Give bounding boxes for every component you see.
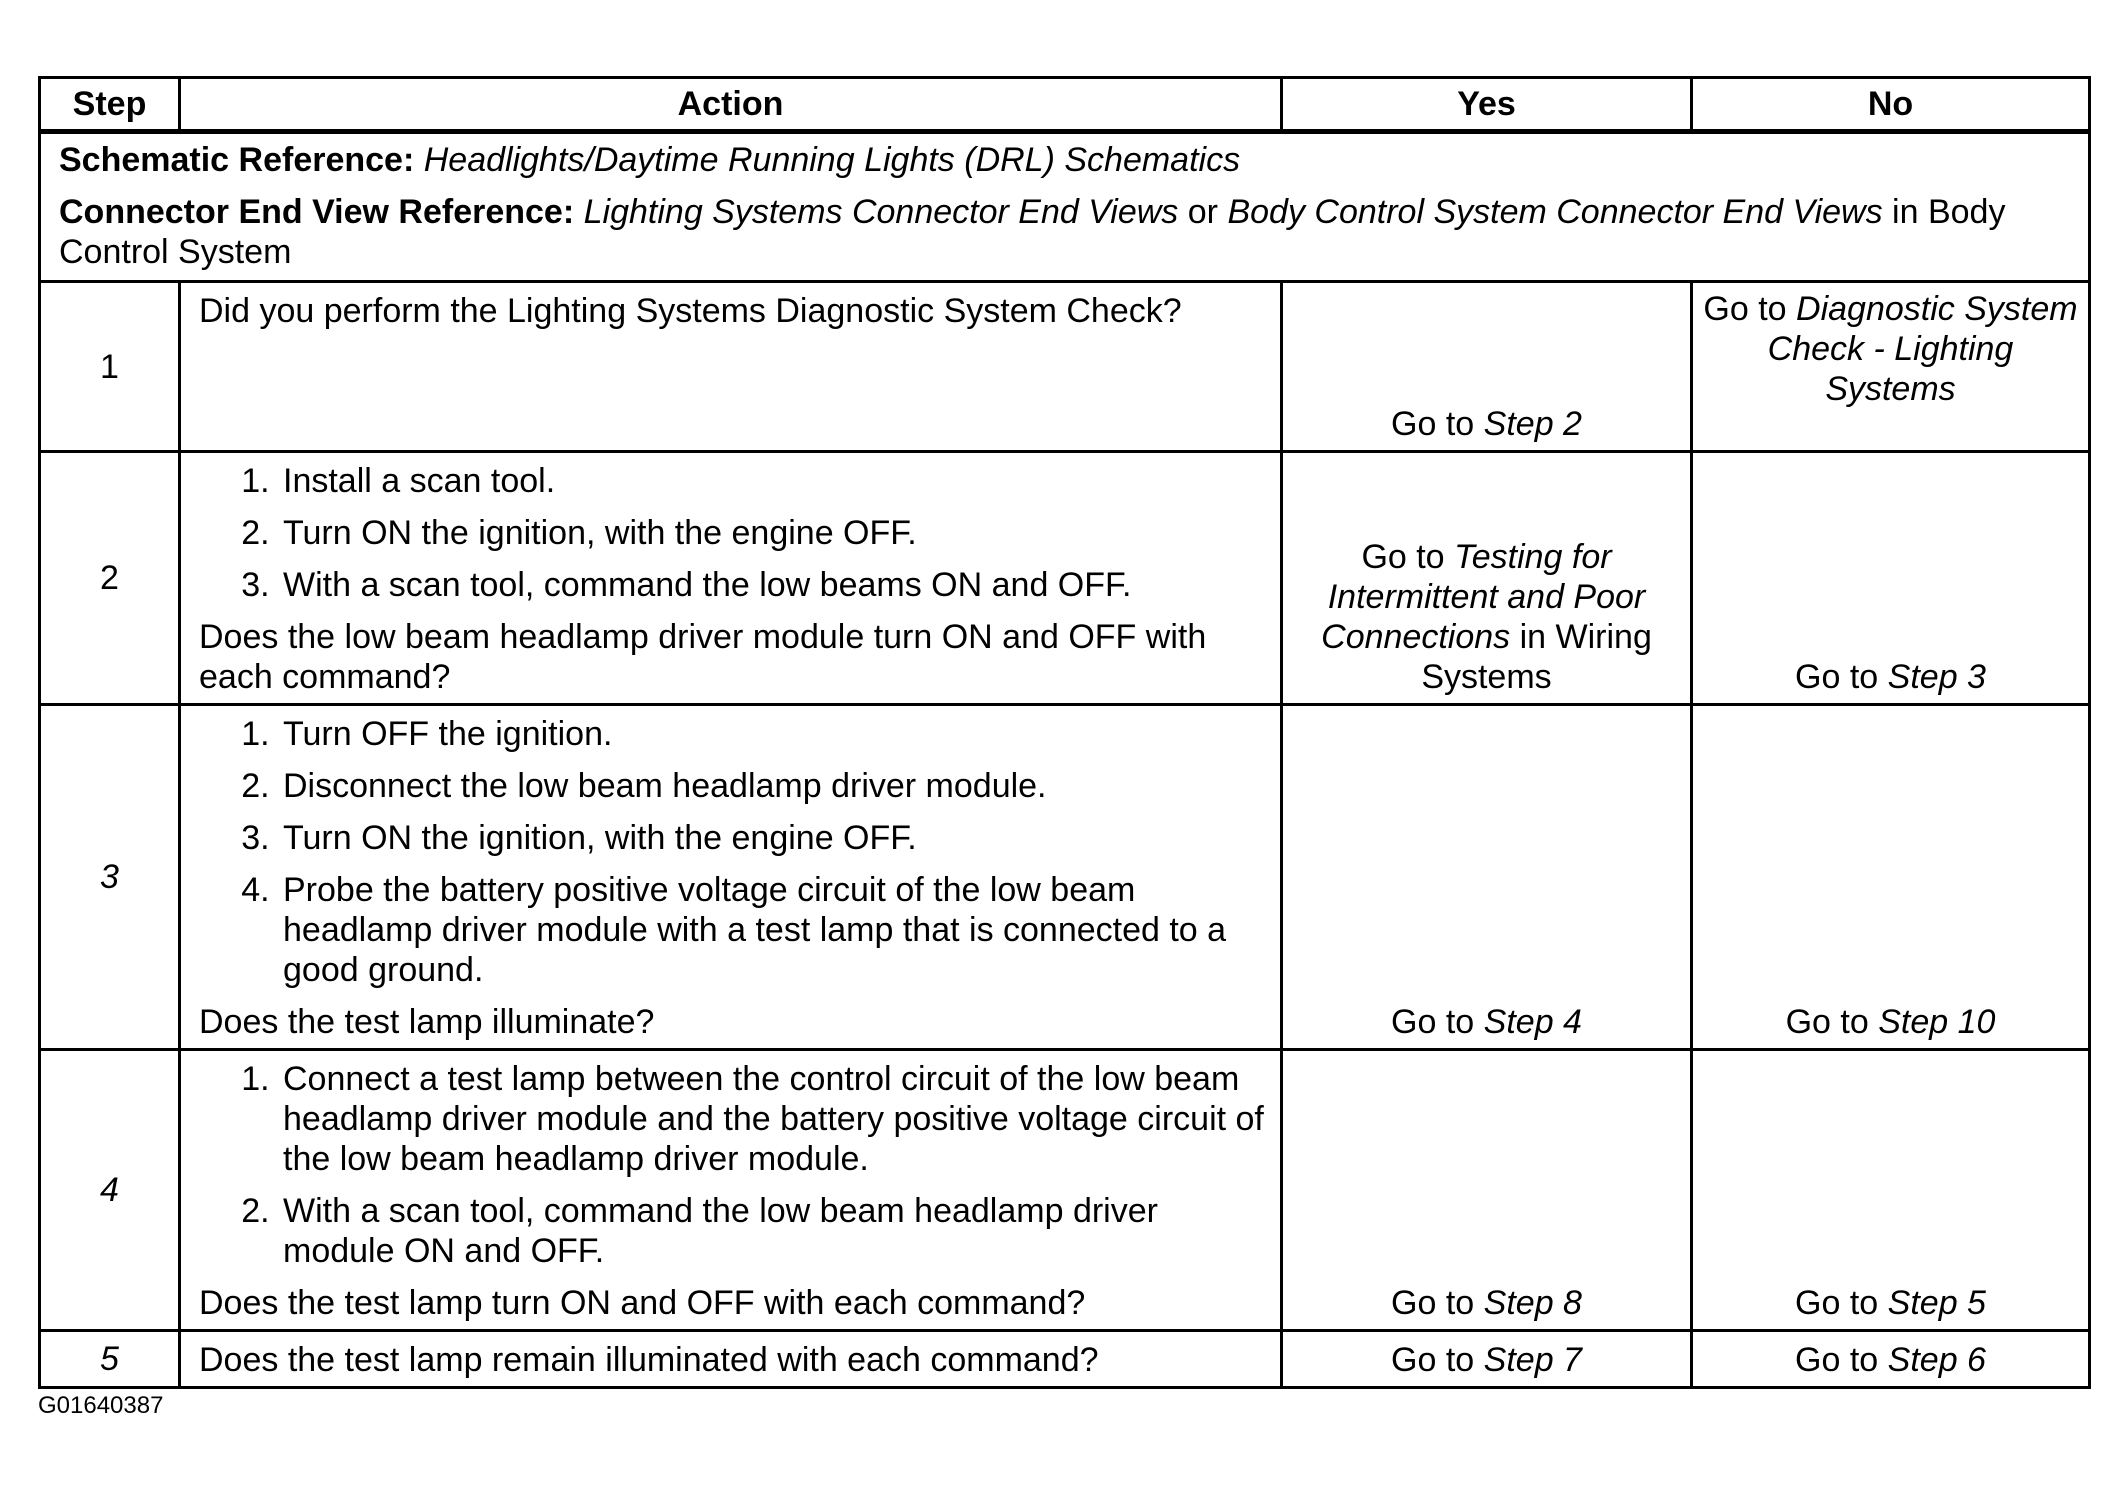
no-cell <box>1692 705 2090 1050</box>
step-action <box>180 1331 1282 1388</box>
step-item: 1. Connect a test lamp between the control circuit of the low beam headlamp driver module and the battery positive voltage circuit of the low beam headlamp driver module. <box>279 1059 1268 1179</box>
no-cell <box>1692 282 2090 452</box>
step-number: 1 <box>40 282 180 452</box>
step-action <box>180 282 1282 452</box>
table-row <box>40 1331 2090 1388</box>
step-items <box>199 461 1268 605</box>
step-item: 1. Turn OFF the ignition. <box>279 714 1268 754</box>
yes-cell <box>1282 452 1692 705</box>
no-cell <box>1692 1331 2090 1388</box>
table-row <box>40 705 2090 1050</box>
no-link[interactable]: Step 3 <box>1887 658 1986 696</box>
connector-reference-in: in Body Control System <box>59 193 2006 271</box>
yes-prefix: Go to <box>1391 1341 1475 1379</box>
reference-row <box>40 132 2090 282</box>
step-question: Does the test lamp remain illuminated with each command? <box>199 1341 1099 1379</box>
schematic-reference <box>59 140 2070 180</box>
yes-link[interactable]: Testing for Intermittent and Poor Connections <box>1321 538 1646 656</box>
diagnostic-page <box>38 76 2088 1389</box>
header-yes: Yes <box>1282 78 1692 132</box>
yes-prefix: Go to <box>1361 538 1445 576</box>
step-action <box>180 1050 1282 1331</box>
no-cell <box>1692 1050 2090 1331</box>
connector-reference-value-2: Body Control System Connector End Views <box>1227 193 1883 231</box>
header-action: Action <box>180 78 1282 132</box>
step-item: 2. Disconnect the low beam headlamp driver module. <box>279 766 1268 806</box>
step-item: 2. Turn ON the ignition, with the engine OFF. <box>279 513 1268 553</box>
step-number: 2 <box>40 452 180 705</box>
yes-cell <box>1282 1331 1692 1388</box>
no-prefix: Go to <box>1785 1003 1869 1041</box>
step-question: Does the low beam headlamp driver module turn ON and OFF with each command? <box>199 618 1207 696</box>
no-link[interactable]: Step 6 <box>1887 1341 1986 1379</box>
connector-reference-label: Connector End View Reference: <box>59 193 575 231</box>
schematic-reference-label: Schematic Reference: <box>59 141 415 179</box>
step-item: 1. Install a scan tool. <box>279 461 1268 501</box>
table-row <box>40 452 2090 705</box>
step-item: 4. Probe the battery positive voltage circuit of the low beam headlamp driver module with a test lamp that is connected to a good ground. <box>279 870 1268 990</box>
yes-prefix: Go to <box>1391 405 1475 443</box>
table-row <box>40 282 2090 452</box>
yes-link[interactable]: Step 4 <box>1483 1003 1582 1041</box>
yes-suffix: in Wiring Systems <box>1421 618 1652 696</box>
connector-reference-or: or <box>1187 193 1218 231</box>
step-item: 3. With a scan tool, command the low beams ON and OFF. <box>279 565 1268 605</box>
header-step: Step <box>40 78 180 132</box>
no-cell <box>1692 452 2090 705</box>
step-action <box>180 705 1282 1050</box>
table-header-row <box>40 78 2090 132</box>
yes-prefix: Go to <box>1391 1284 1475 1322</box>
step-items <box>199 1059 1268 1271</box>
no-link[interactable]: Diagnostic System Check - Lighting Systems <box>1767 290 2078 408</box>
no-link[interactable]: Step 10 <box>1878 1003 1996 1041</box>
yes-link[interactable]: Step 7 <box>1483 1341 1582 1379</box>
schematic-reference-value: Headlights/Daytime Running Lights (DRL) Schematics <box>423 141 1241 179</box>
step-action <box>180 452 1282 705</box>
no-prefix: Go to <box>1703 290 1787 328</box>
yes-cell <box>1282 1050 1692 1331</box>
reference-cell <box>40 132 2090 282</box>
step-item: 3. Turn ON the ignition, with the engine OFF. <box>279 818 1268 858</box>
yes-cell <box>1282 282 1692 452</box>
yes-link[interactable]: Step 8 <box>1483 1284 1582 1322</box>
figure-id: G01640387 <box>38 1392 164 1419</box>
yes-link[interactable]: Step 2 <box>1483 405 1582 443</box>
step-number: 3 <box>40 705 180 1050</box>
no-prefix: Go to <box>1795 658 1879 696</box>
step-question: Does the test lamp turn ON and OFF with each command? <box>199 1284 1086 1322</box>
connector-reference <box>59 192 2070 272</box>
step-items <box>199 714 1268 990</box>
step-number: 4 <box>40 1050 180 1331</box>
connector-reference-value-1: Lighting Systems Connector End Views <box>583 193 1179 231</box>
step-item: 2. With a scan tool, command the low beam headlamp driver module ON and OFF. <box>279 1191 1268 1271</box>
diagnostic-table <box>38 76 2091 1389</box>
step-question: Did you perform the Lighting Systems Diagnostic System Check? <box>199 292 1182 330</box>
step-question: Does the test lamp illuminate? <box>199 1003 655 1041</box>
header-no: No <box>1692 78 2090 132</box>
yes-cell <box>1282 705 1692 1050</box>
no-prefix: Go to <box>1795 1284 1879 1322</box>
no-prefix: Go to <box>1795 1341 1879 1379</box>
step-number: 5 <box>40 1331 180 1388</box>
no-link[interactable]: Step 5 <box>1887 1284 1986 1322</box>
yes-prefix: Go to <box>1391 1003 1475 1041</box>
table-row <box>40 1050 2090 1331</box>
